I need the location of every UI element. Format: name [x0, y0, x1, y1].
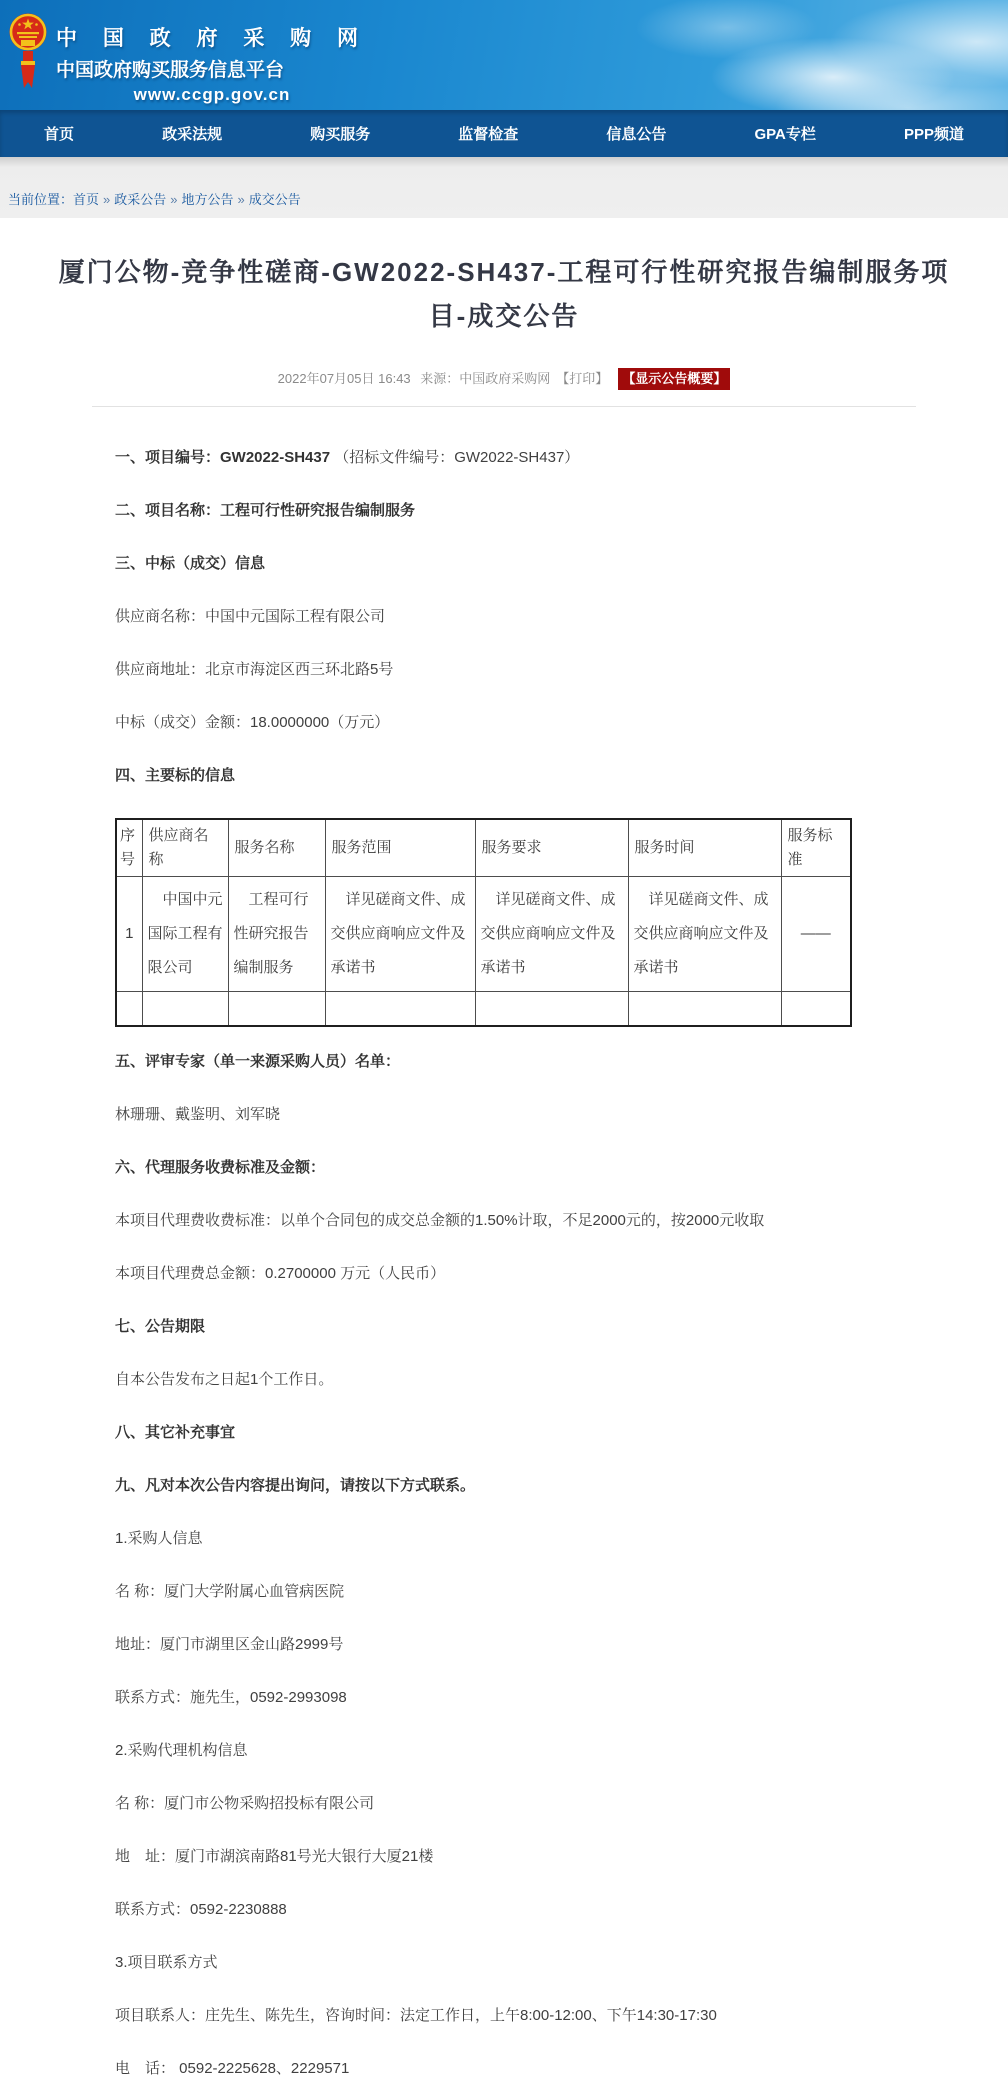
- paragraph-text: 本项目代理费总金额：0.2700000 万元（人民币）: [115, 1264, 446, 1282]
- body-paragraph: [115, 1899, 916, 1920]
- section-heading: [115, 1316, 916, 1337]
- body-paragraph: [115, 2005, 916, 2026]
- paragraph-text: 地 址：厦门市湖滨南路81号光大银行大厦21楼: [115, 1847, 434, 1865]
- breadcrumb: [0, 157, 1008, 218]
- paragraph-text: 联系方式：0592-2230888: [115, 1900, 287, 1918]
- section-heading: [115, 765, 916, 786]
- table-header-row: [116, 819, 851, 877]
- paragraph-text: 2.采购代理机构信息: [115, 1741, 248, 1759]
- article-meta: [0, 368, 1008, 390]
- breadcrumb-separator: »: [103, 192, 111, 207]
- nav-item-regulations[interactable]: 政采法规: [162, 126, 223, 143]
- table-header-cell: 供应商名称: [142, 819, 228, 877]
- section-heading: [115, 447, 916, 468]
- heading-text: 四、主要标的信息: [115, 767, 236, 784]
- paragraph-text: 名 称：厦门市公物采购招投标有限公司: [115, 1794, 375, 1812]
- section-heading: [115, 1475, 916, 1496]
- table-cell: [781, 992, 851, 1026]
- section-heading: [115, 500, 916, 521]
- paragraph-text: 中标（成交）金额：18.0000000（万元）: [115, 714, 390, 731]
- article-source: 来源：中国政府采购网: [420, 371, 551, 386]
- show-summary-button[interactable]: 【显示公告概要】: [618, 368, 730, 390]
- body-paragraph: [115, 1528, 916, 1549]
- site-header: [0, 0, 1008, 110]
- table-cell: [142, 992, 228, 1026]
- section-heading: [115, 1051, 916, 1072]
- body-paragraph: [115, 1687, 916, 1708]
- body-paragraph: [115, 1104, 916, 1125]
- section-heading: [115, 1422, 916, 1443]
- body-paragraph: [115, 1581, 916, 1602]
- paragraph-text: 本项目代理费收费标准：以单个合同包的成交总金额的1.50%计取，不足2000元的，按2000元收取: [115, 1211, 765, 1229]
- bid-target-table: [115, 818, 852, 1027]
- paragraph-text: 联系方式：施先生，0592-2993098: [115, 1688, 347, 1706]
- table-cell: [628, 992, 781, 1026]
- nav-item-home[interactable]: 首页: [44, 126, 75, 143]
- paragraph-text: 供应商地址：北京市海淀区西三环北路5号: [115, 661, 394, 678]
- body-paragraph: [115, 1846, 916, 1867]
- paragraph-text: 电 话： 0592-2225628、2229571: [115, 2059, 350, 2077]
- print-button[interactable]: 【打印】: [556, 371, 609, 386]
- main-nav: [0, 110, 1008, 157]
- breadcrumb-separator: »: [170, 192, 178, 207]
- body-paragraph: [115, 659, 916, 680]
- table-cell: ——: [781, 877, 851, 992]
- table-cell: [116, 992, 142, 1026]
- nav-item-ppp[interactable]: PPP频道: [903, 126, 964, 143]
- site-title-block: [56, 10, 368, 105]
- body-paragraph: [115, 1210, 916, 1231]
- body-paragraph: [115, 1634, 916, 1655]
- heading-text: 一、项目编号：GW2022-SH437: [115, 449, 331, 466]
- paragraph-text: 1.采购人信息: [115, 1529, 203, 1547]
- body-paragraph: [115, 1369, 916, 1390]
- site-url: www.ccgp.gov.cn: [133, 85, 291, 104]
- article-body: [0, 407, 1008, 2079]
- table-header-cell: 服务名称: [228, 819, 325, 877]
- paragraph-text: 3.项目联系方式: [115, 1953, 218, 1971]
- table-cell: [228, 992, 325, 1026]
- heading-text: 九、凡对本次公告内容提出询问，请按以下方式联系。: [115, 1476, 476, 1494]
- breadcrumb-link-home[interactable]: 首页: [73, 192, 100, 207]
- heading-text: 三、中标（成交）信息: [115, 555, 266, 572]
- heading-text: 五、评审专家（单一来源采购人员）名单：: [115, 1052, 401, 1070]
- body-paragraph: [115, 1793, 916, 1814]
- breadcrumb-link-procurement-announcements[interactable]: 政采公告: [114, 192, 167, 207]
- paragraph-text: （招标文件编号：GW2022-SH437）: [330, 449, 580, 466]
- body-paragraph: [115, 606, 916, 627]
- announcement-content: [0, 250, 1008, 2079]
- section-heading: [115, 1157, 916, 1178]
- table-header-cell: 服务要求: [475, 819, 628, 877]
- table-header-cell: 服务标准: [781, 819, 851, 877]
- paragraph-text: 项目联系人：庄先生、陈先生，咨询时间：法定工作日，上午8:00-12:00、下午14:30-17:30: [115, 2006, 717, 2024]
- paragraph-text: 名 称：厦门大学附属心血管病医院: [115, 1582, 345, 1600]
- table-cell: [325, 992, 475, 1026]
- table-cell: 详见磋商文件、成交供应商响应文件及承诺书: [325, 877, 475, 992]
- table-row: [116, 877, 851, 992]
- site-subtitle: 中国政府购买服务信息平台: [56, 60, 285, 81]
- body-paragraph: [115, 1952, 916, 1973]
- site-brand: [8, 10, 368, 105]
- table-cell: 详见磋商文件、成交供应商响应文件及承诺书: [628, 877, 781, 992]
- table-header-cell: 服务时间: [628, 819, 781, 877]
- table-header-cell: 服务范围: [325, 819, 475, 877]
- table-cell: [475, 992, 628, 1026]
- paragraph-text: 地址：厦门市湖里区金山路2999号: [115, 1635, 344, 1653]
- table-cell: 详见磋商文件、成交供应商响应文件及承诺书: [475, 877, 628, 992]
- nav-item-purchase-service[interactable]: 购买服务: [310, 126, 371, 143]
- heading-text: 七、公告期限: [115, 1317, 206, 1335]
- heading-text: 六、代理服务收费标准及金额：: [115, 1158, 326, 1176]
- paragraph-text: 供应商名称：中国中元国际工程有限公司: [115, 608, 386, 625]
- nav-item-announcements[interactable]: 信息公告: [606, 126, 667, 143]
- breadcrumb-link-deal-announcements[interactable]: 成交公告: [248, 192, 301, 207]
- publish-datetime: 2022年07月05日 16:43: [277, 371, 411, 386]
- breadcrumb-separator: »: [237, 192, 245, 207]
- body-paragraph: [115, 1740, 916, 1761]
- national-emblem-icon: [8, 10, 48, 102]
- body-paragraph: [115, 1263, 916, 1284]
- body-paragraph: [115, 712, 916, 733]
- paragraph-text: 林珊珊、戴鉴明、刘军晓: [115, 1105, 281, 1123]
- breadcrumb-label: 当前位置：: [8, 192, 74, 207]
- table-cell: 工程可行性研究报告编制服务: [228, 877, 325, 992]
- nav-item-supervision[interactable]: 监督检查: [458, 126, 519, 143]
- page-title: 厦门公物-竞争性磋商-GW2022-SH437-工程可行性研究报告编制服务项目-成交公告: [58, 257, 950, 331]
- nav-item-gpa[interactable]: GPA专栏: [754, 126, 816, 143]
- empty-table-row: [116, 992, 851, 1026]
- paragraph-text: 自本公告发布之日起1个工作日。: [115, 1370, 334, 1388]
- table-header-cell: 序号: [116, 819, 142, 877]
- heading-text: 八、其它补充事宜: [115, 1423, 236, 1441]
- table-cell: 中国中元国际工程有限公司: [142, 877, 228, 992]
- breadcrumb-link-local-announcements[interactable]: 地方公告: [181, 192, 234, 207]
- heading-text: 二、项目名称：工程可行性研究报告编制服务: [115, 502, 416, 519]
- section-heading: [115, 553, 916, 574]
- site-name: 中 国 政 府 采 购 网: [56, 27, 369, 50]
- table-cell: 1: [116, 877, 142, 992]
- body-paragraph: [115, 2058, 916, 2079]
